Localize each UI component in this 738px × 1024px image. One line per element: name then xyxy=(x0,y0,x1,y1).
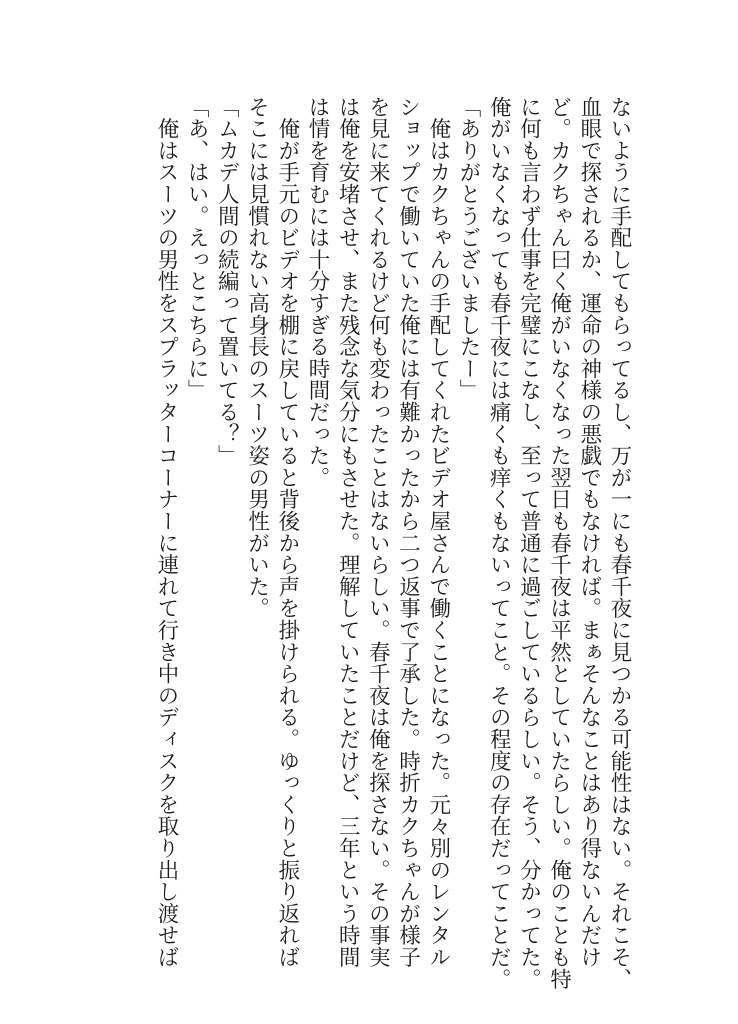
text-line: 俺はスーツの男性をスプラッターコーナーに連れて行き中のディスクを取り出し渡せば xyxy=(153,96,179,968)
text-line: 血眼で探されるか、運命の神様の悪戯でもなければ。まぁそんなことはあり得ないんだけ xyxy=(576,96,602,968)
vertical-text-body xyxy=(151,96,634,990)
text-line: は情を育むには十分すぎる時間だった。 xyxy=(304,96,330,489)
text-line: ショップで働いていた俺には有難かったから二つ返事で了承した。時折カクちゃんが様子 xyxy=(395,96,421,968)
text-line: 俺が手元のビデオを棚に戻していると背後から声を掛けられる。ゆっくりと振り返れば xyxy=(274,96,300,968)
text-line: そこには見慣れない高身長のスーツ姿の男性がいた。 xyxy=(244,96,270,620)
text-line: に何も言わず仕事を完璧にこなし、至って普通に過ごしているらしい。そう、分かってた。 xyxy=(516,96,542,990)
text-line: 「ムカデ人間の続編って置いてる？」 xyxy=(214,96,240,467)
text-line: 俺はカクちゃんの手配してくれたビデオ屋さんで働くことになった。元々別のレンタル xyxy=(425,96,451,968)
text-line: 「あ、はい。えっとこちらに」 xyxy=(184,96,210,402)
text-line: ないように手配してもらってるし、万が一にも春千夜に見つかる可能性はない。それこそ、 xyxy=(607,96,632,990)
text-line: は俺を安堵させ、また残念な気分にもさせた。理解していたことだけど、三年という時間 xyxy=(335,96,361,968)
text-line: 俺がいなくなっても春千夜には痛くも痒くもないってこと。その程度の存在だってことだ。 xyxy=(486,96,512,990)
text-line: ど。カクちゃん曰く俺がいなくなった翌日も春千夜は平然としていたらしい。俺のことも特 xyxy=(546,96,572,990)
text-line: を見に来てくれるけど何も変わったことはないらしい。春千夜は俺を探さない。その事実 xyxy=(365,96,391,968)
text-line: 「ありがとうございましたー」 xyxy=(455,96,481,402)
